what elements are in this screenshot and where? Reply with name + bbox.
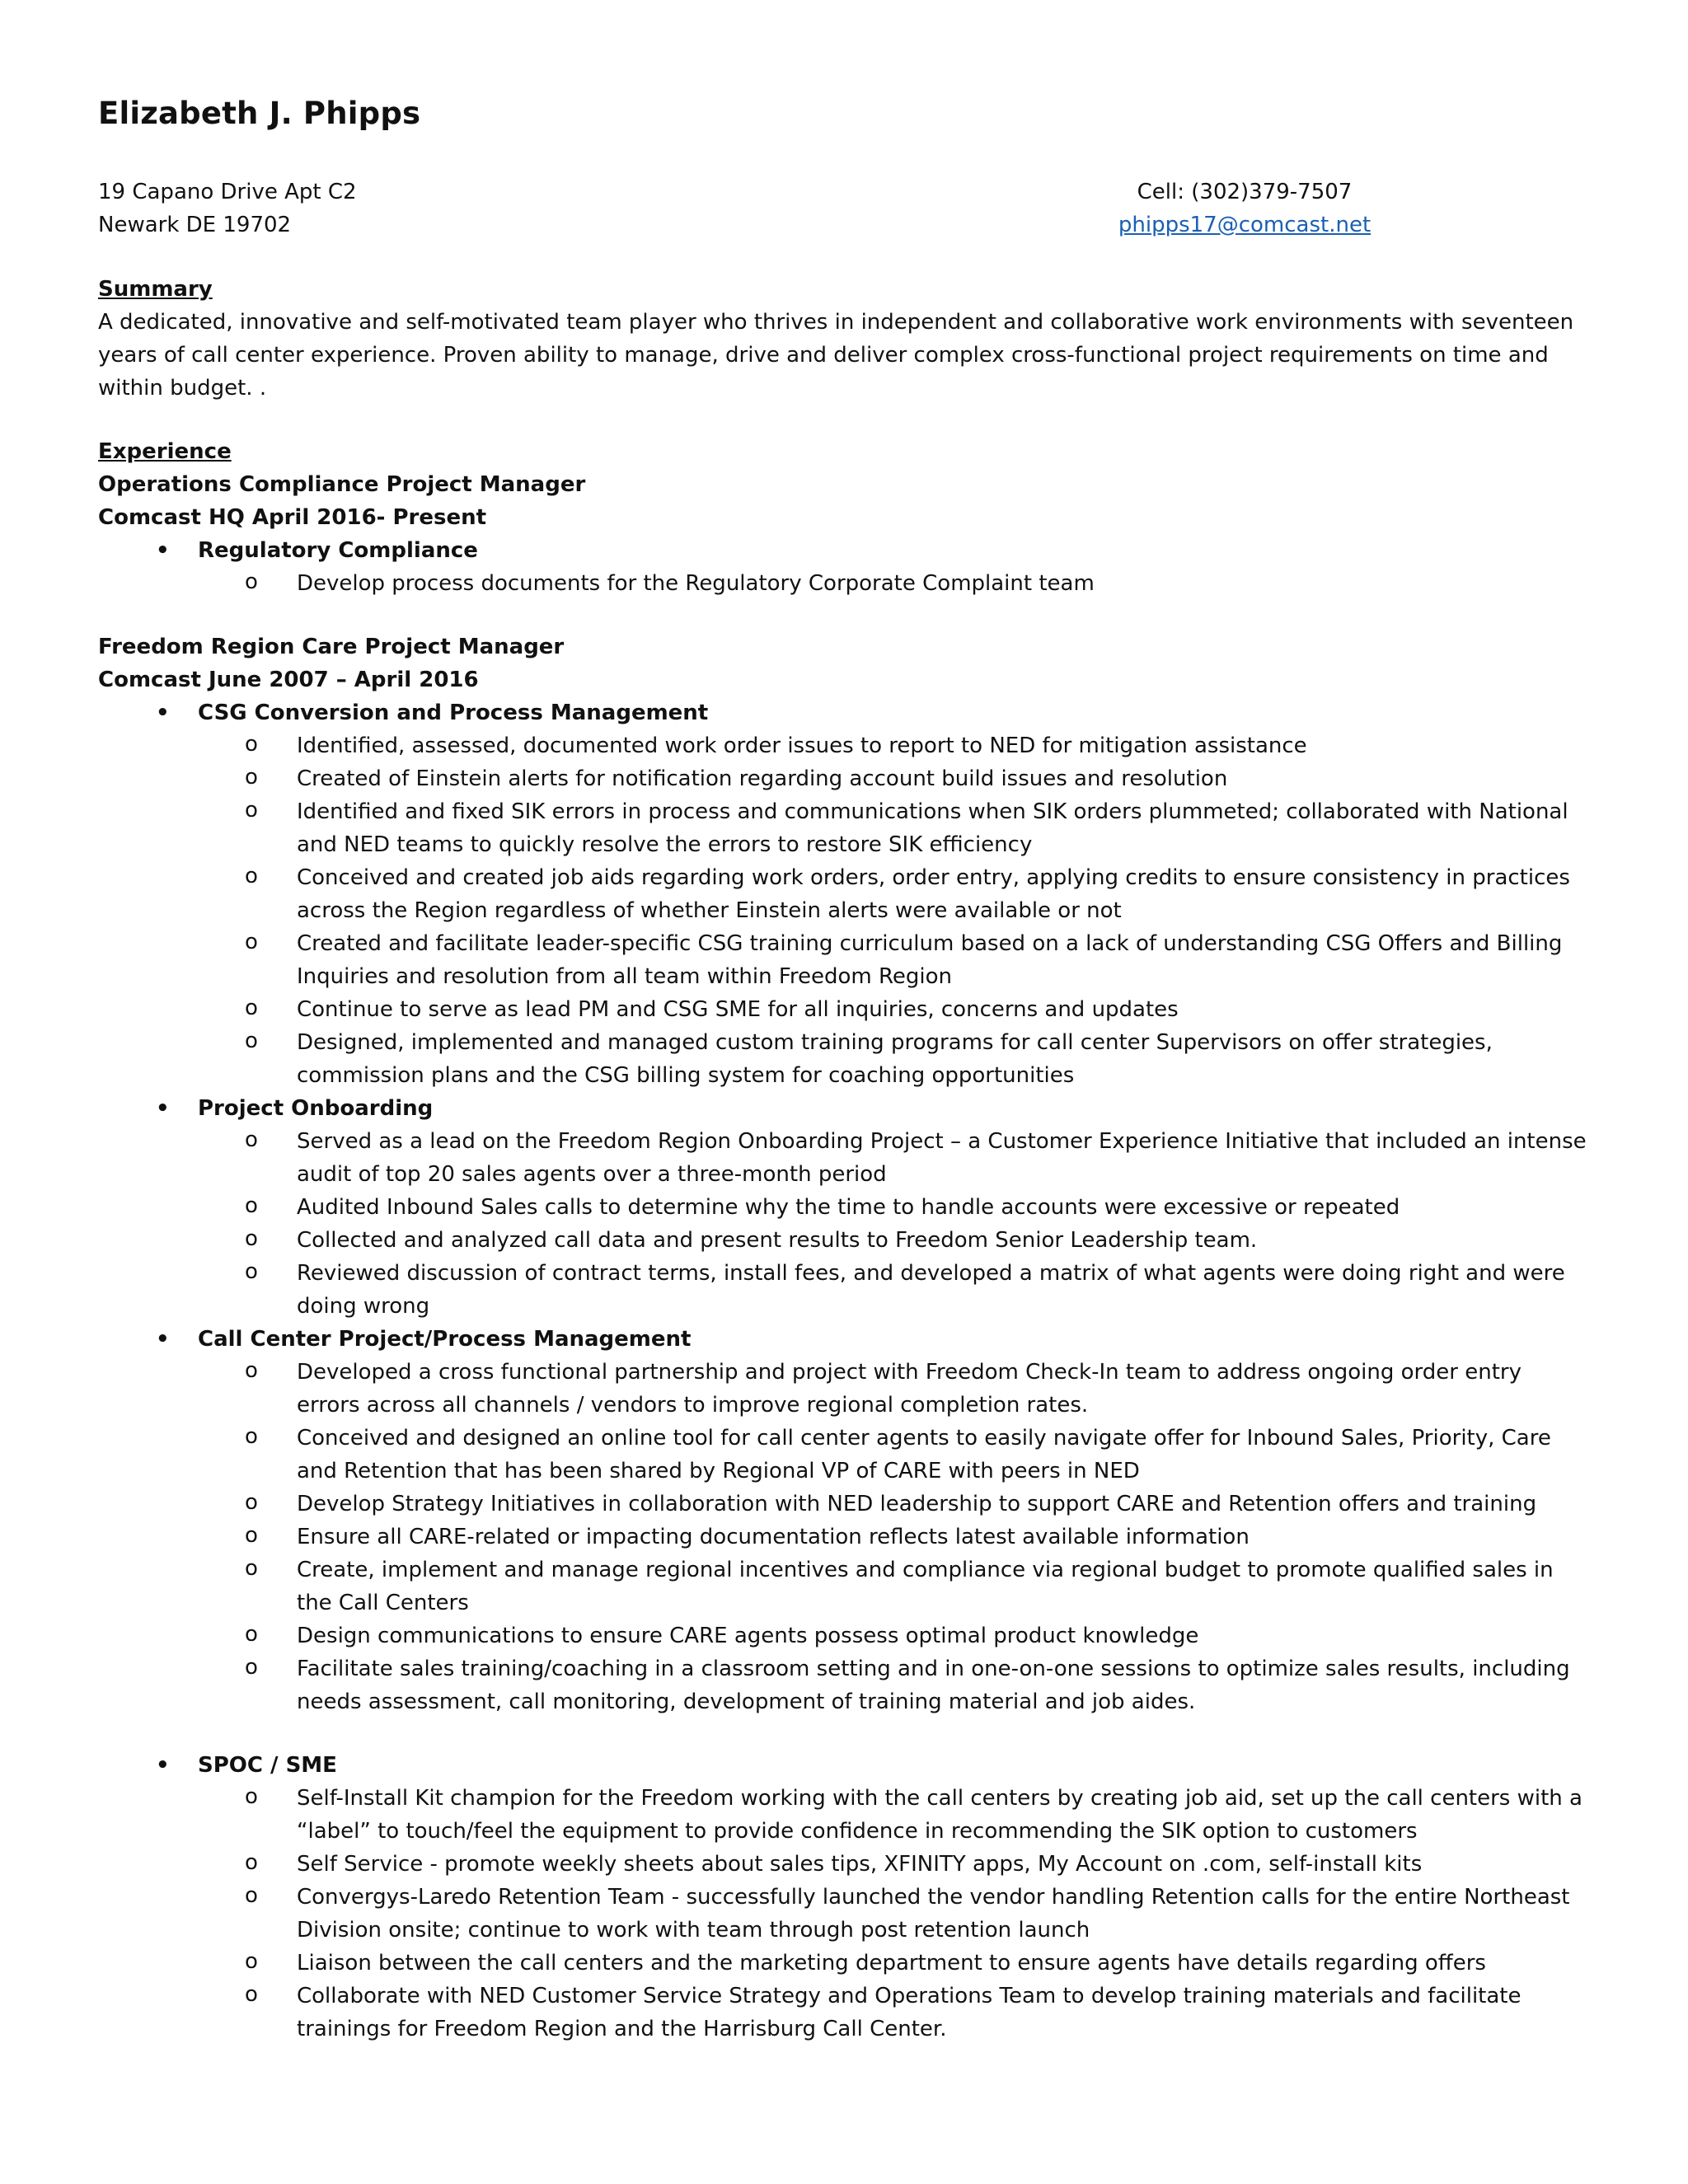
list-item: o Served as a lead on the Freedom Region Onboarding Project – a Customer Experience Initiative that included an intense audit of top 20 sales agents over a three-month period: [98, 1125, 1590, 1191]
section-heading: • Project Onboarding: [98, 1092, 1590, 1125]
list-item: o Developed a cross functional partnership and project with Freedom Check-In team to address ongoing order entry errors across all channels / vendors to improve regional completion rates.: [98, 1356, 1590, 1422]
list-item: o Collected and analyzed call data and present results to Freedom Senior Leadership team.: [98, 1224, 1590, 1257]
list-item: o Conceived and created job aids regarding work orders, order entry, applying credits to ensure consistency in practices across the Region regardless of whether Einstein alerts were available or not: [98, 861, 1590, 927]
list-item: o Develop Strategy Initiatives in collaboration with NED leadership to support CARE and Retention offers and training: [98, 1488, 1590, 1521]
list-item: o Continue to serve as lead PM and CSG SME for all inquiries, concerns and updates: [98, 993, 1590, 1026]
resume-name: Elizabeth J. Phipps: [98, 96, 421, 131]
list-item: o Develop process documents for the Regulatory Corporate Complaint team: [98, 567, 1590, 600]
address-block: [98, 176, 357, 241]
list-item: o Convergys-Laredo Retention Team - successfully launched the vendor handling Retention calls for the entire Northeast Division onsite; continue to work with team through post retention launch: [98, 1881, 1590, 1947]
email-link[interactable]: phipps17@comcast.net: [1118, 213, 1372, 237]
list-item: o Created of Einstein alerts for notification regarding account build issues and resolution: [98, 762, 1590, 795]
address-line-2: Newark DE 19702: [98, 213, 292, 237]
list-item: o Ensure all CARE-related or impacting documentation reflects latest available information: [98, 1521, 1590, 1554]
list-item: o Audited Inbound Sales calls to determine why the time to handle accounts were excessive or repeated: [98, 1191, 1590, 1224]
section-heading: • Call Center Project/Process Management: [98, 1323, 1590, 1356]
list-item: o Design communications to ensure CARE agents possess optimal product knowledge: [98, 1619, 1590, 1652]
list-item: o Facilitate sales training/coaching in a classroom setting and in one-on-one sessions to optimize sales results, including needs assessment, call monitoring, development of training material and job aides.: [98, 1652, 1590, 1718]
resume-body: [98, 273, 1590, 2046]
list-item: o Identified, assessed, documented work order issues to report to NED for mitigation assistance: [98, 729, 1590, 762]
job-title: Freedom Region Care Project Manager: [98, 635, 565, 659]
job-company-dates: Comcast June 2007 – April 2016: [98, 668, 479, 692]
job-company-dates: Comcast HQ April 2016- Present: [98, 505, 487, 530]
section-heading: • SPOC / SME: [98, 1749, 1590, 1782]
list-item: o Identified and fixed SIK errors in process and communications when SIK orders plummeted; collaborated with National and NED teams to quickly resolve the errors to restore SIK efficiency: [98, 795, 1590, 861]
contact-block: [1113, 176, 1376, 241]
list-item: o Self-Install Kit champion for the Freedom working with the call centers by creating job aid, set up the call centers with a “label” to touch/feel the equipment to provide confidence in recommending the SIK option to customers: [98, 1782, 1590, 1848]
list-item: o Created and facilitate leader-specific CSG training curriculum based on a lack of understanding CSG Offers and Billing Inquiries and resolution from all team within Freedom Region: [98, 927, 1590, 993]
phone-number: Cell: (302)379-7507: [1137, 180, 1353, 204]
list-item: o Liaison between the call centers and the marketing department to ensure agents have details regarding offers: [98, 1947, 1590, 1980]
summary-heading: Summary: [98, 277, 213, 302]
section-heading: • CSG Conversion and Process Management: [98, 696, 1590, 729]
experience-heading: Experience: [98, 439, 232, 464]
list-item: o Reviewed discussion of contract terms, install fees, and developed a matrix of what agents were doing right and were doing wrong: [98, 1257, 1590, 1323]
list-item: o Conceived and designed an online tool for call center agents to easily navigate offer for Inbound Sales, Priority, Care and Retention that has been shared by Regional VP of CARE with peers in NED: [98, 1422, 1590, 1488]
list-item: o Create, implement and manage regional incentives and compliance via regional budget to promote qualified sales in the Call Centers: [98, 1554, 1590, 1619]
list-item: o Self Service - promote weekly sheets about sales tips, XFINITY apps, My Account on .com, self-install kits: [98, 1848, 1590, 1881]
section-heading: • Regulatory Compliance: [98, 534, 1590, 567]
list-item: o Designed, implemented and managed custom training programs for call center Supervisors on offer strategies, commission plans and the CSG billing system for coaching opportunities: [98, 1026, 1590, 1092]
summary-text: A dedicated, innovative and self-motivated team player who thrives in independent and collaborative work environments with seventeen years of call center experience. Proven ability to manage, drive and deliver complex cross-functional project requirements on time and within budget. .: [98, 310, 1574, 401]
address-line-1: 19 Capano Drive Apt C2: [98, 180, 357, 204]
list-item: o Collaborate with NED Customer Service Strategy and Operations Team to develop training materials and facilitate trainings for Freedom Region and the Harrisburg Call Center.: [98, 1980, 1590, 2046]
job-title: Operations Compliance Project Manager: [98, 472, 586, 497]
